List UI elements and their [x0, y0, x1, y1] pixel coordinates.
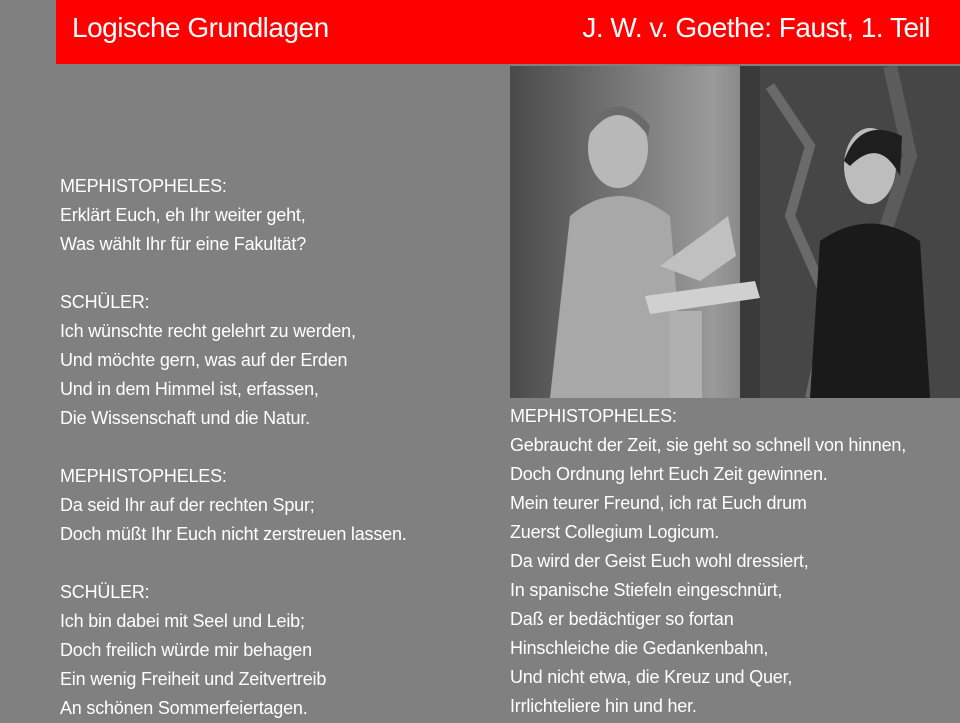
- verse-line: Irrlichteliere hin und her.: [510, 696, 697, 716]
- speaker-label: MEPHISTOPHELES:: [510, 406, 677, 426]
- verse-line: Da wird der Geist Euch wohl dressiert,: [510, 551, 809, 571]
- verse-line: Ein wenig Freiheit und Zeitvertreib: [60, 669, 327, 689]
- verse-line: Erklärt Euch, eh Ihr weiter geht,: [60, 205, 306, 225]
- title-bar: [56, 0, 960, 64]
- verse-line: Die Wissenschaft und die Natur.: [60, 408, 310, 428]
- verse-line: Und in dem Himmel ist, erfassen,: [60, 379, 319, 399]
- left-dialogue-column: [60, 172, 490, 723]
- verse-line: Ich wünschte recht gelehrt zu werden,: [60, 321, 356, 341]
- speaker-label: MEPHISTOPHELES:: [60, 176, 227, 196]
- verse-line: Ich bin dabei mit Seel und Leib;: [60, 611, 305, 631]
- slide-subtitle: J. W. v. Goethe: Faust, 1. Teil: [582, 12, 930, 43]
- verse-line: Mein teurer Freund, ich rat Euch drum: [510, 493, 807, 513]
- verse-line: Doch müßt Ihr Euch nicht zerstreuen lassen.: [60, 524, 407, 544]
- puppet-theatre-photo-icon: [510, 66, 960, 398]
- verse-line: Da seid Ihr auf der rechten Spur;: [60, 495, 315, 515]
- verse-line: Gebraucht der Zeit, sie geht so schnell von hinnen,: [510, 435, 907, 455]
- verse-line: Daß er bedächtiger so fortan: [510, 609, 734, 629]
- verse-line: An schönen Sommerfeiertagen.: [60, 698, 308, 718]
- slide-title: Logische Grundlagen: [72, 12, 329, 43]
- verse-line: Was wählt Ihr für eine Fakultät?: [60, 234, 307, 254]
- verse-line: Zuerst Collegium Logicum.: [510, 522, 720, 542]
- verse-line: Hinschleiche die Gedankenbahn,: [510, 638, 769, 658]
- speaker-label: MEPHISTOPHELES:: [60, 466, 227, 486]
- right-dialogue-column: [510, 402, 960, 721]
- verse-line: Und nicht etwa, die Kreuz und Quer,: [510, 667, 793, 687]
- verse-line: Doch freilich würde mir behagen: [60, 640, 312, 660]
- puppet-theatre-photo: [510, 66, 960, 398]
- verse-line: Und möchte gern, was auf der Erden: [60, 350, 348, 370]
- verse-line: Doch Ordnung lehrt Euch Zeit gewinnen.: [510, 464, 828, 484]
- speaker-label: SCHÜLER:: [60, 582, 150, 602]
- speaker-label: SCHÜLER:: [60, 292, 150, 312]
- verse-line: In spanische Stiefeln eingeschnürt,: [510, 580, 783, 600]
